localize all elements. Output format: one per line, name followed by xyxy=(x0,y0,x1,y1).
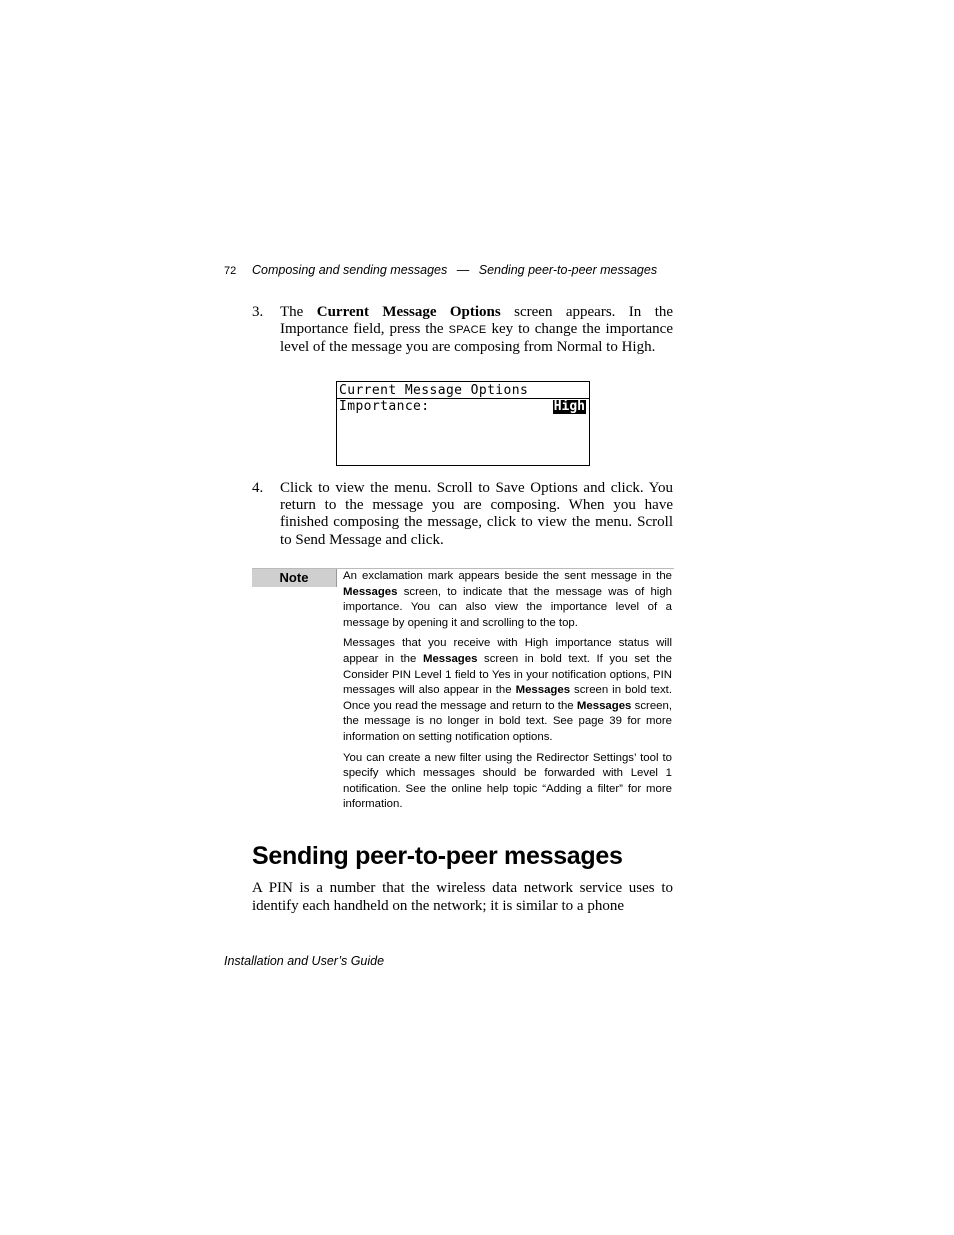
screen-name: Current Message Options xyxy=(316,304,501,320)
device-screen xyxy=(336,381,590,466)
step-3 xyxy=(252,304,673,357)
header-chapter: Composing and sending messages xyxy=(252,263,448,277)
screen-title: Current Message Options xyxy=(339,383,529,398)
importance-field-label: Importance: xyxy=(339,399,430,414)
step-text: Click to view the menu. Scroll to Save Options and click. You return to the message you are composing. When you have finished composing the message, click to view the menu. Scroll to Send Message and click. xyxy=(280,480,673,548)
page-number: 72 xyxy=(224,265,237,277)
header-separator: — xyxy=(456,263,470,277)
step-number: 4. xyxy=(252,480,264,496)
running-header xyxy=(224,263,657,277)
step-4 xyxy=(252,480,673,549)
section-intro: A PIN is a number that the wireless data network service uses to identify each handheld on the network; it is similar to a phone xyxy=(252,880,673,914)
note-body xyxy=(343,569,672,818)
note-paragraph: You can create a new filter using the Redirector Settings’ tool to specify which messages should be forwarded with Level 1 notification. See the online help topic “Adding a filter” for more information. xyxy=(343,751,672,811)
note-paragraph: Messages that you receive with High importance status will appear in the Messages screen in bold text. If you set the Consider PIN Level 1 field to Yes in your notification options, PIN messages will also appear in the Messages screen in bold text. Once you read the message and return to the Messages screen, the message is no longer in bold text. See page 39 for more information on setting notification options. xyxy=(343,637,673,743)
step-number: 3. xyxy=(252,304,264,320)
note-paragraph: An exclamation mark appears beside the sent message in the Messages screen, to indicate that the message was of high importance. You can also view the importance level of a message by opening it and scrolling to the top. xyxy=(343,570,672,629)
running-footer: Installation and User’s Guide xyxy=(224,954,385,968)
note-separator xyxy=(336,569,337,587)
step-text: The Current Message Options screen appears. In the Importance field, press the SPACE key to change the importance level of the message you are composing from Normal to High. xyxy=(280,304,674,356)
section-heading: Sending peer-to-peer messages xyxy=(252,842,623,870)
note-label: Note xyxy=(252,569,336,587)
key-name: SPACE xyxy=(448,324,487,337)
header-section: Sending peer-to-peer messages xyxy=(478,263,658,277)
importance-field-value[interactable]: High xyxy=(553,399,585,414)
